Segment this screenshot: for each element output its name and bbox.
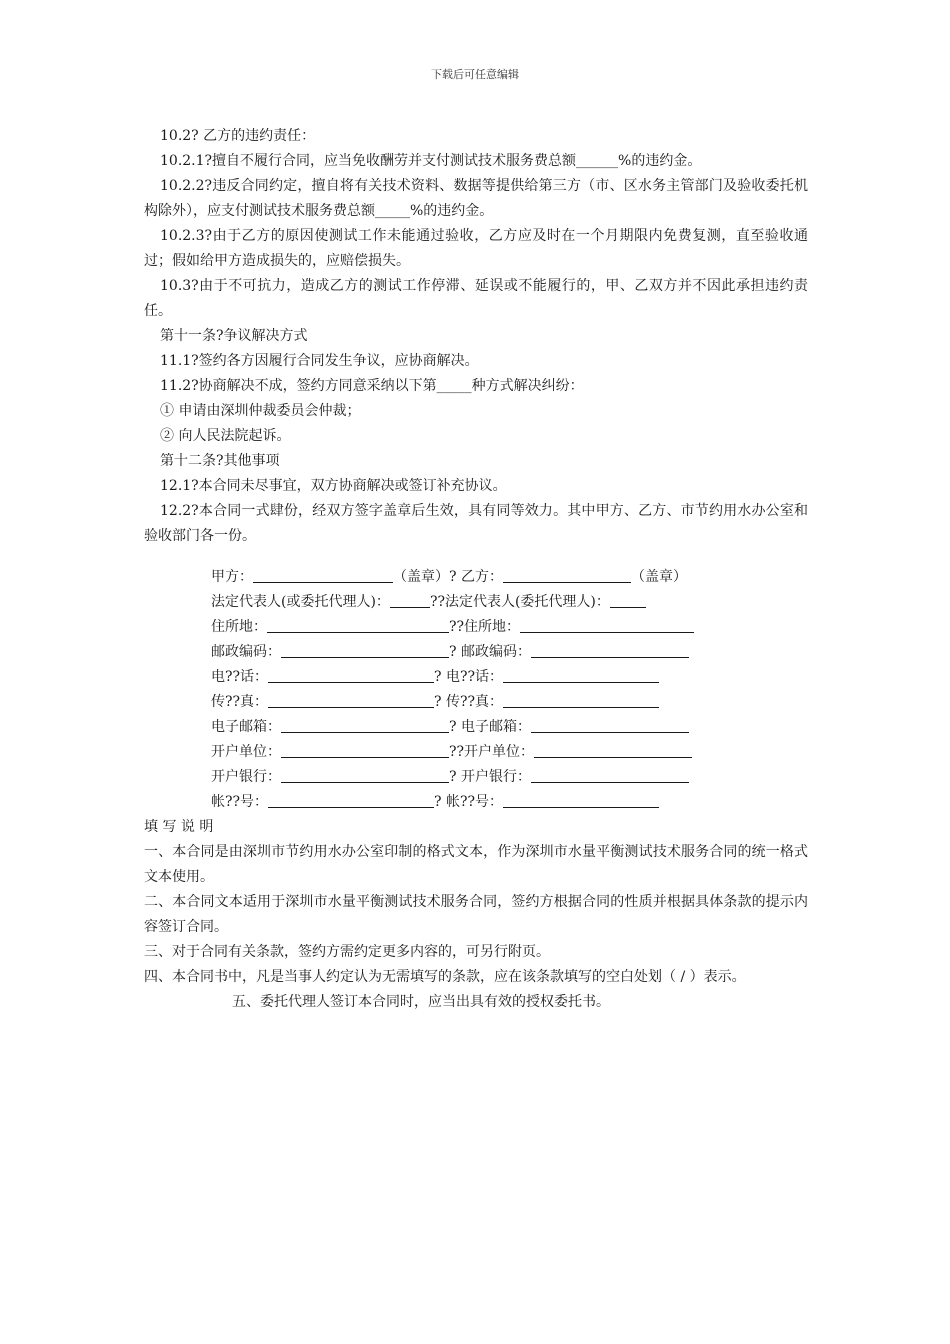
instruction-item: 一、本合同是由深圳市节约用水办公室印制的格式文本，作为深圳市水量平衡测试技术服务合同的统一格式文本使用。 [144,844,808,885]
instructions-title: 填 写 说 明 [144,819,214,835]
clause-11-2: 11.2?协商解决不成，签约方同意采纳以下第_____种方式解决纠纷： [160,378,584,394]
acct-a-label: 帐??号： [211,794,269,810]
fax-b-field[interactable] [503,693,659,708]
instruction-item: 五、委托代理人签订本合同时，应当出具有效的授权委托书。 [232,994,610,1010]
unit-b-label: ??开户单位： [449,744,535,760]
email-a-field[interactable] [281,718,449,733]
signature-block [211,565,808,815]
clause-10-2-3: 10.2.3?由于乙方的原因使测试工作未能通过验收，乙方应及时在一个月期限内免费复测，直至验收通过；假如给甲方造成损失的，应赔偿损失。 [144,228,808,269]
rep-a-field[interactable] [390,593,430,608]
clause-11-1: 11.1?签约各方因履行合同发生争议，应协商解决。 [160,353,479,369]
seal-a-label: （盖章）? 乙方： [393,569,503,585]
zip-a-label: 邮政编码： [211,644,281,660]
bank-a-label: 开户银行： [211,769,281,785]
acct-b-field[interactable] [503,793,659,808]
acct-b-label: ? 帐??号： [434,794,503,810]
tel-b-label: ? 电??话： [434,669,503,685]
instruction-item: 三、对于合同有关条款，签约方需约定更多内容的，可另行附页。 [144,944,550,960]
party-a-label: 甲方： [211,569,253,585]
fax-b-label: ? 传??真： [434,694,503,710]
unit-a-label: 开户单位： [211,744,281,760]
signature-row-fax [211,690,808,715]
instruction-item: 二、本合同文本适用于深圳市水量平衡测试技术服务合同，签约方根据合同的性质并根据具体条款的提示内容签订合同。 [144,894,808,935]
document-body [144,124,808,1015]
signature-row-address [211,615,808,640]
seal-b-label: （盖章） [630,569,687,585]
bank-a-field[interactable] [281,768,449,783]
rep-b-field[interactable] [610,593,646,608]
addr-a-field[interactable] [267,618,449,633]
fax-a-label: 传??真： [211,694,269,710]
clause-10-2-2: 10.2.2?违反合同约定，擅自将有关技术资料、数据等提供给第三方（市、区水务主管部门及验收委托机构除外），应支付测试技术服务费总额_____%的违约金。 [144,178,808,219]
article-12-heading: 第十二条?其他事项 [160,453,280,469]
clause-10-3: 10.3?由于不可抗力，造成乙方的测试工作停滞、延误或不能履行的，甲、乙双方并不因此承担违约责任。 [144,278,808,319]
unit-a-field[interactable] [281,743,449,758]
signature-row-rep [211,590,808,615]
clause-12-1: 12.1?本合同未尽事宜，双方协商解决或签订补充协议。 [160,478,507,494]
rep-a-label: 法定代表人(或委托代理人)： [211,594,390,610]
page-header: 下载后可任意编辑 [431,68,519,81]
fax-a-field[interactable] [268,693,434,708]
party-a-field[interactable] [253,568,393,583]
signature-row-email [211,715,808,740]
acct-a-field[interactable] [268,793,434,808]
article-11-heading: 第十一条?争议解决方式 [160,328,308,344]
zip-b-field[interactable] [531,643,689,658]
bank-b-label: ? 开户银行： [449,769,531,785]
addr-b-field[interactable] [520,618,694,633]
email-b-label: ? 电子邮箱： [449,719,531,735]
tel-b-field[interactable] [503,668,659,683]
clause-10-2-1: 10.2.1?擅自不履行合同，应当免收酬劳并支付测试技术服务费总额______%的违约金。 [160,153,702,169]
signature-row-account [211,790,808,815]
zip-b-label: ? 邮政编码： [449,644,531,660]
signature-row-party [211,565,808,590]
option-court: ② 向人民法院起诉。 [160,428,291,444]
tel-a-label: 电??话： [211,669,269,685]
signature-row-bank [211,765,808,790]
addr-a-label: 住所地： [211,619,267,635]
tel-a-field[interactable] [268,668,434,683]
clause-10-2: 10.2? 乙方的违约责任： [160,128,316,144]
instruction-item: 四、本合同书中，凡是当事人约定认为无需填写的条款，应在该条款填写的空白处划（ / ）表示。 [144,969,746,985]
clause-12-2: 12.2?本合同一式肆份，经双方签字盖章后生效，具有同等效力。其中甲方、乙方、市节约用水办公室和验收部门各一份。 [144,503,808,544]
bank-b-field[interactable] [531,768,689,783]
email-b-field[interactable] [531,718,689,733]
email-a-label: 电子邮箱： [211,719,281,735]
signature-row-zip [211,640,808,665]
signature-row-unit [211,740,808,765]
option-arbitration: ① 申请由深圳仲裁委员会仲裁； [160,403,361,419]
rep-b-label: ??法定代表人(委托代理人)： [429,594,610,610]
unit-b-field[interactable] [534,743,692,758]
signature-row-tel [211,665,808,690]
party-b-field[interactable] [503,568,631,583]
zip-a-field[interactable] [281,643,449,658]
addr-b-label: ??住所地： [449,619,521,635]
